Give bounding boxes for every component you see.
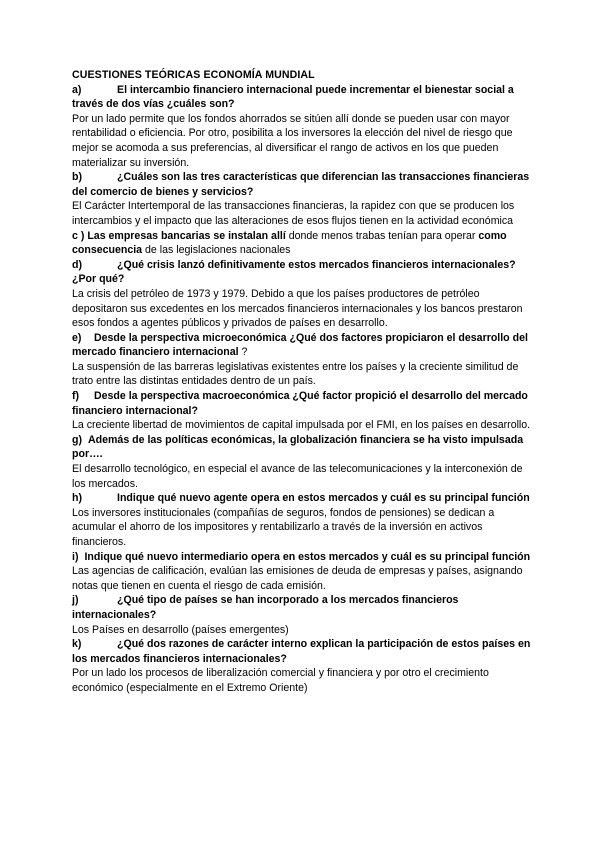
- statement-bold-2: como consecuencia: [72, 229, 507, 257]
- question-label: d): [72, 258, 82, 271]
- statement-mid: donde menos trabas tenían para operar: [285, 229, 479, 242]
- question-j: [72, 593, 532, 622]
- statement-end: de las legislaciones nacionales: [142, 244, 291, 257]
- question-i: [72, 550, 532, 565]
- question-text: Desde la perspectiva microeconómica ¿Qué dos factores propiciaron el desarrollo del mercado financiero internacional: [72, 331, 528, 359]
- question-text: ¿Qué crisis lanzó definitivamente estos mercados financieros internacionales? ¿Por qué?: [72, 258, 516, 286]
- question-h: [72, 491, 532, 506]
- question-label: j): [72, 594, 79, 607]
- answer-k: Por un lado los procesos de liberalización comercial y financiera y por otro el crecimiento económico (especialmente en el Extremo Oriente): [72, 667, 489, 694]
- question-label: c ): [72, 229, 85, 242]
- question-label: f): [72, 390, 80, 403]
- answer-f: La creciente libertad de movimientos de capital impulsada por el FMI, en los países en desarrollo.: [72, 419, 531, 432]
- question-text: ¿Qué tipo de países se han incorporado a los mercados financieros internacionales?: [72, 594, 459, 621]
- question-a: [72, 83, 532, 112]
- question-text: Indique qué nuevo agente opera en estos mercados y cuál es su principal función: [117, 492, 530, 505]
- question-label: e): [72, 331, 82, 344]
- question-text: Además de las políticas económicas, la globalización financiera se ha visto impulsada por….: [72, 433, 524, 461]
- answer-e: La suspensión de las barreras legislativas existentes entre los países y la creciente similitud de trato entre las distintas entidades dentro de un país.: [72, 360, 519, 388]
- question-text: El intercambio financiero internacional puede incrementar el bienestar social a través de dos vías ¿cuáles son?: [72, 83, 514, 111]
- question-k: [72, 637, 532, 666]
- question-label: a): [72, 83, 82, 96]
- question-label: i): [72, 550, 79, 563]
- question-text: Desde la perspectiva macroeconómica ¿Qué factor propició el desarrollo del mercado financiero internacional?: [72, 390, 528, 417]
- question-label: h): [72, 492, 82, 505]
- question-label: g): [72, 433, 82, 446]
- statement-bold-1: Las empresas bancarias se instalan allí: [87, 229, 286, 242]
- question-b: [72, 170, 532, 199]
- question-text: ¿Qué dos razones de carácter interno explican la participación de estos países en los mercados financieros internacionales?: [72, 638, 531, 665]
- question-label: b): [72, 171, 82, 184]
- answer-b: El Carácter Intertemporal de las transacciones financieras, la rapidez con que se producen los intercambios y el impacto que las alteraciones de esos flujos tienen en la actividad económica: [72, 200, 515, 227]
- statement-c: [72, 229, 532, 258]
- question-e: [72, 331, 532, 360]
- question-text: Indique qué nuevo intermediario opera en estos mercados y cuál es su principal función: [84, 550, 531, 563]
- question-label: k): [72, 638, 82, 651]
- question-g: [72, 433, 532, 462]
- answer-d: La crisis del petróleo de 1973 y 1979. Debido a que los países productores de petróleo depositaron sus excedentes en los mercados financieros internacionales y los bancos prestaron esos fondos a agentes públicos y privados de países en desarrollo.: [72, 287, 523, 330]
- question-text: ¿Cuáles son las tres características que diferencian las transacciones financieras del comercio de bienes y servicios?: [72, 171, 530, 198]
- page-title: CUESTIONES TEÓRICAS ECONOMÍA MUNDIAL: [72, 69, 315, 81]
- answer-h: Los inversores institucionales (compañías de seguros, fondos de pensiones) se dedican a acumular el ahorro de los impositores y rentabilizarlo a través de la inversión en activos financieros.: [72, 506, 495, 548]
- question-tail: ?: [238, 346, 248, 359]
- answer-j: Los Países en desarrollo (países emergentes): [72, 623, 289, 636]
- answer-i: Las agencias de calificación, evalúan las emisiones de deuda de empresas y países, asignando notas que tienen en cuenta el riesgo de cada emisión.: [72, 565, 523, 592]
- question-d: [72, 258, 532, 287]
- document-body: [72, 68, 532, 696]
- answer-a: Por un lado permite que los fondos ahorrados se sitúen allí donde se pueden usar con mayor rentabilidad o eficiencia. Por otro, posibilita a los inversores la elección del nivel de riesgo que mejor se acomoda a sus preferencias, al diversificar el rango de activos en los que pueden materializar su inversión.: [72, 112, 513, 169]
- answer-g: El desarrollo tecnológico, en especial el avance de las telecomunicaciones y la interconexión de los mercados.: [72, 463, 523, 490]
- question-f: [72, 389, 532, 418]
